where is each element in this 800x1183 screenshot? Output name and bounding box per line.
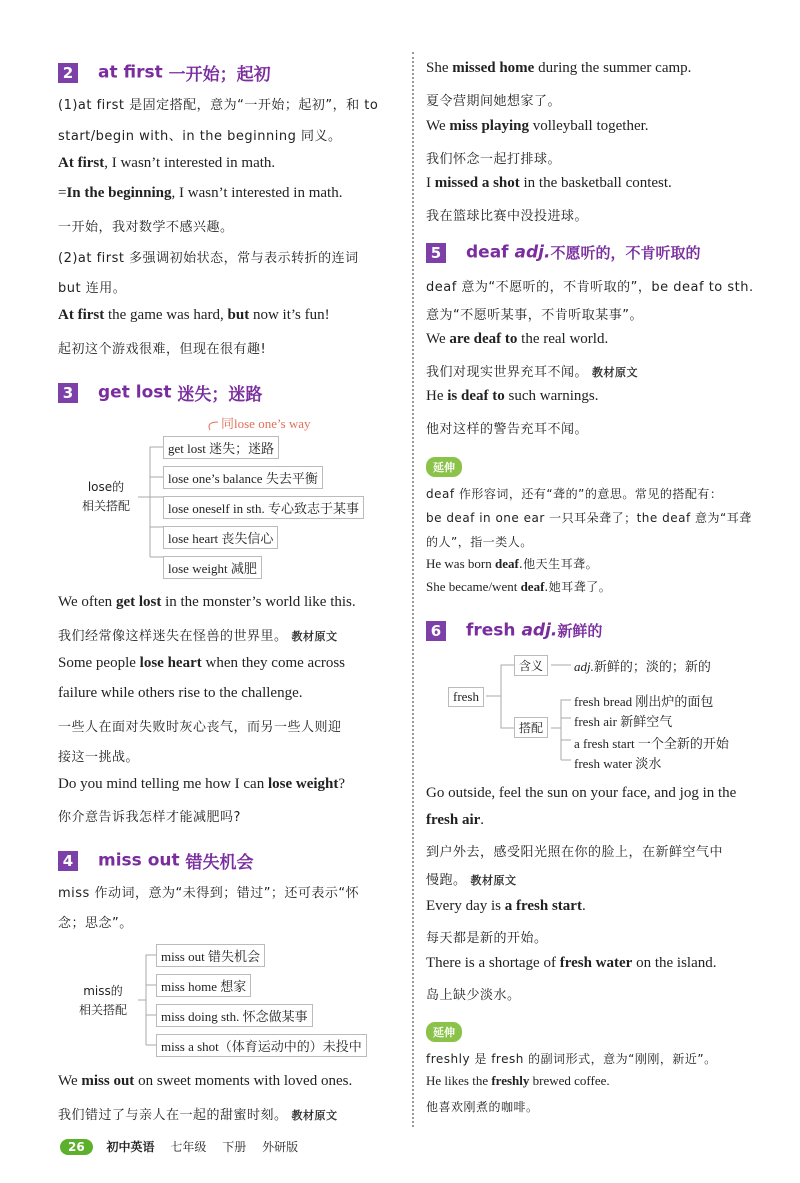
collocation-box: get lost 迷失；迷路: [163, 436, 279, 459]
collocation-item: fresh bread 刚出炉的面包: [574, 694, 714, 709]
s6-ext1: freshly 是 fresh 的副词形式，意为“刚刚，新近”。: [426, 1052, 717, 1066]
s6-example3-zh: 岛上缺少淡水。: [426, 988, 521, 1003]
extension-tag: 延伸: [426, 1021, 462, 1042]
textbook-source-tag: 教材原文: [470, 874, 517, 887]
s4-example2-zh: 夏令营期间她想家了。: [426, 94, 562, 109]
section-4-heading: 4 miss out 错失机会: [58, 848, 254, 873]
s2-example1: At first, I wasn’t interested in math.: [58, 155, 276, 171]
section-5-heading: 5 deaf adj.不愿听的，不肯听取的: [426, 242, 700, 263]
collocation-item: fresh water 淡水: [574, 756, 662, 771]
s6-ext2-zh: 他喜欢刚煮的咖啡。: [426, 1100, 539, 1114]
section-number: 2: [58, 63, 78, 83]
textbook-source-tag: 教材原文: [291, 1109, 338, 1122]
textbook-source-tag: 教材原文: [291, 630, 338, 643]
s2-para1b: start/begin with、in the beginning 同义。: [58, 129, 342, 144]
collocation-box: miss home 想家: [156, 974, 251, 997]
collocation-box: lose weight 减肥: [163, 556, 262, 579]
s6-example2: Every day is a fresh start.: [426, 898, 586, 914]
meaning-text: adj.新鲜的；淡的；新的: [574, 659, 711, 675]
s2-example3-zh: 起初这个游戏很难，但现在很有趣!: [58, 342, 267, 357]
s6-example1-zh1: 到户外去，感受阳光照在你的脸上，在新鲜空气中: [426, 845, 724, 860]
collocation-box: miss doing sth. 怀念做某事: [156, 1004, 313, 1027]
s4-example1-zh: 我们错过了与亲人在一起的甜蜜时刻。 教材原文: [58, 1108, 338, 1123]
s4-example3: We miss playing volleyball together.: [426, 118, 649, 134]
s5-ext2: be deaf in one ear 一只耳朵聋了；the deaf 意为“耳聋: [426, 511, 752, 525]
miss-mindmap: [58, 940, 403, 1062]
collocation-box: miss a shot（体育运动中的）未投中: [156, 1034, 367, 1057]
s2-para1a: (1)at first 是固定搭配，意为“一开始；起初”，和 to: [58, 98, 379, 113]
footer-volume: 下册: [222, 1140, 247, 1154]
s5-ext1: deaf 作形容词，还有“聋的”的意思。常见的搭配有：: [426, 487, 723, 501]
lose-mindmap: [58, 412, 403, 582]
section-number: 3: [58, 383, 78, 403]
footer-subject: 初中英语: [106, 1140, 155, 1154]
s3-example2-zh2: 接这一挑战。: [58, 750, 140, 765]
page-footer: [60, 1138, 310, 1155]
s3-example3: Do you mind telling me how I can lose weight?: [58, 776, 346, 792]
s5-example1-zh: 我们对现实世界充耳不闻。 教材原文: [426, 365, 639, 380]
section-number: 4: [58, 851, 78, 871]
s2-para2b: but 连用。: [58, 281, 127, 296]
s5-para1: deaf 意为“不愿听的，不肯听取的”，be deaf to sth.: [426, 280, 754, 295]
s6-example1-cont: fresh air.: [426, 812, 485, 828]
textbook-source-tag: 教材原文: [592, 366, 639, 379]
s4-example4: I missed a shot in the basketball contest.: [426, 175, 672, 191]
s5-example2: He is deaf to such warnings.: [426, 388, 599, 404]
s5-example1: We are deaf to the real world.: [426, 331, 609, 347]
collocation-item: fresh air 新鲜空气: [574, 714, 673, 729]
footer-grade: 七年级: [170, 1140, 207, 1154]
s3-example2-zh1: 一些人在面对失败时灰心丧气，而另一些人则迎: [58, 720, 342, 735]
collocation-box: lose one’s balance 失去平衡: [163, 466, 323, 489]
s4-para2: 念；思念”。: [58, 916, 133, 931]
branch-collocation: 搭配: [514, 717, 548, 738]
column-divider: [412, 52, 414, 1127]
mindmap-center: fresh: [448, 687, 484, 707]
footer-edition: 外研版: [262, 1140, 299, 1154]
s6-example2-zh: 每天都是新的开始。: [426, 931, 548, 946]
s4-para1: miss 作动词，意为“未得到；错过”；还可表示“怀: [58, 886, 360, 901]
s3-example1: We often get lost in the monster’s world like this.: [58, 594, 356, 610]
mindmap-center: miss的 相关搭配: [78, 984, 127, 1017]
section-number: 6: [426, 621, 446, 641]
s2-example2: =In the beginning, I wasn’t interested in math.: [58, 185, 343, 201]
s3-example3-zh: 你介意告诉我怎样才能减肥吗?: [58, 810, 241, 825]
page-number: 26: [60, 1139, 93, 1155]
fresh-mindmap: [426, 650, 776, 775]
s6-example1-zh2: 慢跑。 教材原文: [426, 873, 517, 888]
s4-example3-zh: 我们怀念一起打排球。: [426, 152, 562, 167]
synonym-note: 同lose one’s way: [221, 416, 311, 431]
s5-example2-zh: 他对这样的警告充耳不闻。: [426, 422, 589, 437]
collocation-box: lose heart 丧失信心: [163, 526, 278, 549]
s2-example-zh: 一开始，我对数学不感兴趣。: [58, 220, 234, 235]
s5-para2: 意为“不愿听某事，不肯听取某事”。: [426, 308, 643, 323]
s4-example1: We miss out on sweet moments with loved ones.: [58, 1073, 353, 1089]
s4-example4-zh: 我在篮球比赛中没投进球。: [426, 209, 589, 224]
s5-ext5: She became/went deaf.她耳聋了。: [426, 579, 612, 594]
extension-tag: 延伸: [426, 456, 462, 477]
s6-example1: Go outside, feel the sun on your face, and jog in the: [426, 785, 737, 801]
section-6-heading: 6 fresh adj.新鲜的: [426, 620, 602, 641]
s4-example2: She missed home during the summer camp.: [426, 60, 692, 76]
s3-example1-zh: 我们经常像这样迷失在怪兽的世界里。 教材原文: [58, 629, 338, 644]
s6-example3: There is a shortage of fresh water on the island.: [426, 955, 717, 971]
s2-para2a: (2)at first 多强调初始状态，常与表示转折的连词: [58, 251, 359, 266]
s3-example2: Some people lose heart when they come across: [58, 655, 346, 671]
s5-ext3: 的人”，指一类人。: [426, 535, 533, 549]
section-2-heading: 2 at first 一开始；起初: [58, 60, 271, 85]
collocation-box: lose oneself in sth. 专心致志于某事: [163, 496, 364, 519]
s6-ext2: He likes the freshly brewed coffee.: [426, 1073, 610, 1088]
section-number: 5: [426, 243, 446, 263]
mindmap-center: lose的 相关搭配: [81, 480, 130, 513]
s2-example3: At first the game was hard, but now it’s fun!: [58, 307, 330, 323]
collocation-item: a fresh start 一个全新的开始: [574, 736, 729, 751]
s3-example2-cont: failure while others rise to the challenge.: [58, 685, 303, 701]
s5-ext4: He was born deaf.他天生耳聋。: [426, 556, 599, 571]
branch-meaning: 含义: [514, 655, 548, 676]
section-3-heading: 3 get lost 迷失；迷路: [58, 380, 262, 405]
collocation-box: miss out 错失机会: [156, 944, 265, 967]
